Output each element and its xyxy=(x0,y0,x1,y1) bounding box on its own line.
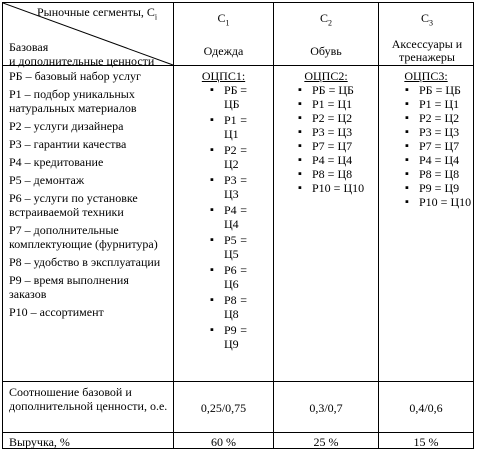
revenue-c2: 25 % xyxy=(313,435,339,449)
ratio-c2: 0,3/0,7 xyxy=(309,401,343,415)
values-header-label: Базовая и дополнительные ценности xyxy=(9,40,155,68)
col-header-c2: $C_2$ Обувь xyxy=(310,11,342,59)
offer-c1 xyxy=(174,69,273,351)
value-item: P8 – удобство в эксплуатации xyxy=(9,255,161,269)
offer-c3-item: ▪ P9 = Ц9 xyxy=(419,181,473,195)
offer-c3-item: ▪ P1 = Ц1 xyxy=(419,97,473,111)
offer-c3-item: ▪ P3 = Ц3 xyxy=(419,125,473,139)
value-item: P2 – услуги дизайнера xyxy=(9,119,124,133)
offer-c3-title: ОЦПC3: xyxy=(404,69,448,83)
offer-c3 xyxy=(379,69,473,209)
offer-c1-item: ▪ P3 = Ц3 xyxy=(224,173,247,201)
row-divider xyxy=(3,381,473,382)
offer-c1-item: ▪ P4 = Ц4 xyxy=(224,203,247,231)
value-item: P4 – кредитование xyxy=(9,155,104,169)
offer-c3-item: ▪ P4 = Ц4 xyxy=(419,153,473,167)
offer-c2-item: ▪ P2 = Ц2 xyxy=(312,111,378,125)
col-header-c1: $C_1$ Одежда xyxy=(203,11,244,59)
offer-c1-item: ▪ PБ = ЦБ xyxy=(224,83,247,111)
offer-c2-item: ▪ P8 = Ц8 xyxy=(312,167,378,181)
offer-c2-item: ▪ P1 = Ц1 xyxy=(312,97,378,111)
segments-header-label: Рыночные сегменты, $C_i$ xyxy=(37,5,158,22)
row-divider xyxy=(3,432,473,433)
offer-c1-title: ОЦПC1: xyxy=(201,69,246,83)
offer-c3-item: ▪ PБ = ЦБ xyxy=(419,83,473,97)
offer-c1-item: ▪ P2 = Ц2 xyxy=(224,143,247,171)
offer-c3-item: ▪ P7 = Ц7 xyxy=(419,139,473,153)
revenue-label: Выручка, % xyxy=(9,435,70,449)
offer-c2-title: ОЦПC2: xyxy=(304,69,348,83)
offer-c2-item: ▪ P3 = Ц3 xyxy=(312,125,378,139)
offer-c1-item: ▪ P5 = Ц5 xyxy=(224,233,247,261)
offer-c2-item: ▪ PБ = ЦБ xyxy=(312,83,378,97)
values-list xyxy=(9,69,169,319)
offer-c2-item: ▪ P7 = Ц7 xyxy=(312,139,378,153)
value-item: P1 – подбор уникальных натуральных материалов xyxy=(9,87,137,115)
revenue-c3: 15 % xyxy=(413,435,439,449)
offer-c3-item: ▪ P10 = Ц10 xyxy=(419,195,473,209)
ratio-c3: 0,4/0,6 xyxy=(409,401,443,415)
value-item: P3 – гарантии качества xyxy=(9,137,127,151)
offer-c3-item: ▪ P2 = Ц2 xyxy=(419,111,473,125)
offer-c1-item: ▪ P6 = Ц6 xyxy=(224,263,247,291)
offer-c2 xyxy=(274,69,378,195)
offer-c2-item: ▪ P4 = Ц4 xyxy=(312,153,378,167)
col-header-c3: $C_3$ Аксессуары и тренажеры xyxy=(391,11,463,65)
value-item: PБ – базовый набор услуг xyxy=(9,69,141,83)
value-item: P5 – демонтаж xyxy=(9,173,85,187)
revenue-c1: 60 % xyxy=(211,435,236,449)
offer-c1-item: ▪ P8 = Ц8 xyxy=(224,293,247,321)
ratio-c1: 0,25/0,75 xyxy=(200,401,247,415)
value-item: P7 – дополнительные комплектующие (фурнитура) xyxy=(9,223,158,251)
offer-c1-item: ▪ P9 = Ц9 xyxy=(224,323,247,351)
offer-c2-item: ▪ P10 = Ц10 xyxy=(312,181,378,195)
value-item: P10 – ассортимент xyxy=(9,305,104,319)
ratio-label: Соотношение базовой и дополнительной ценности, о.е. xyxy=(9,385,168,413)
value-item: P9 – время выполнения заказов xyxy=(9,273,129,301)
offer-c3-item: ▪ P8 = Ц8 xyxy=(419,167,473,181)
segments-table xyxy=(2,2,474,449)
value-item: P6 – услуги по установке встраиваемой техники xyxy=(9,191,138,219)
offer-c1-item: ▪ P1 = Ц1 xyxy=(224,113,247,141)
